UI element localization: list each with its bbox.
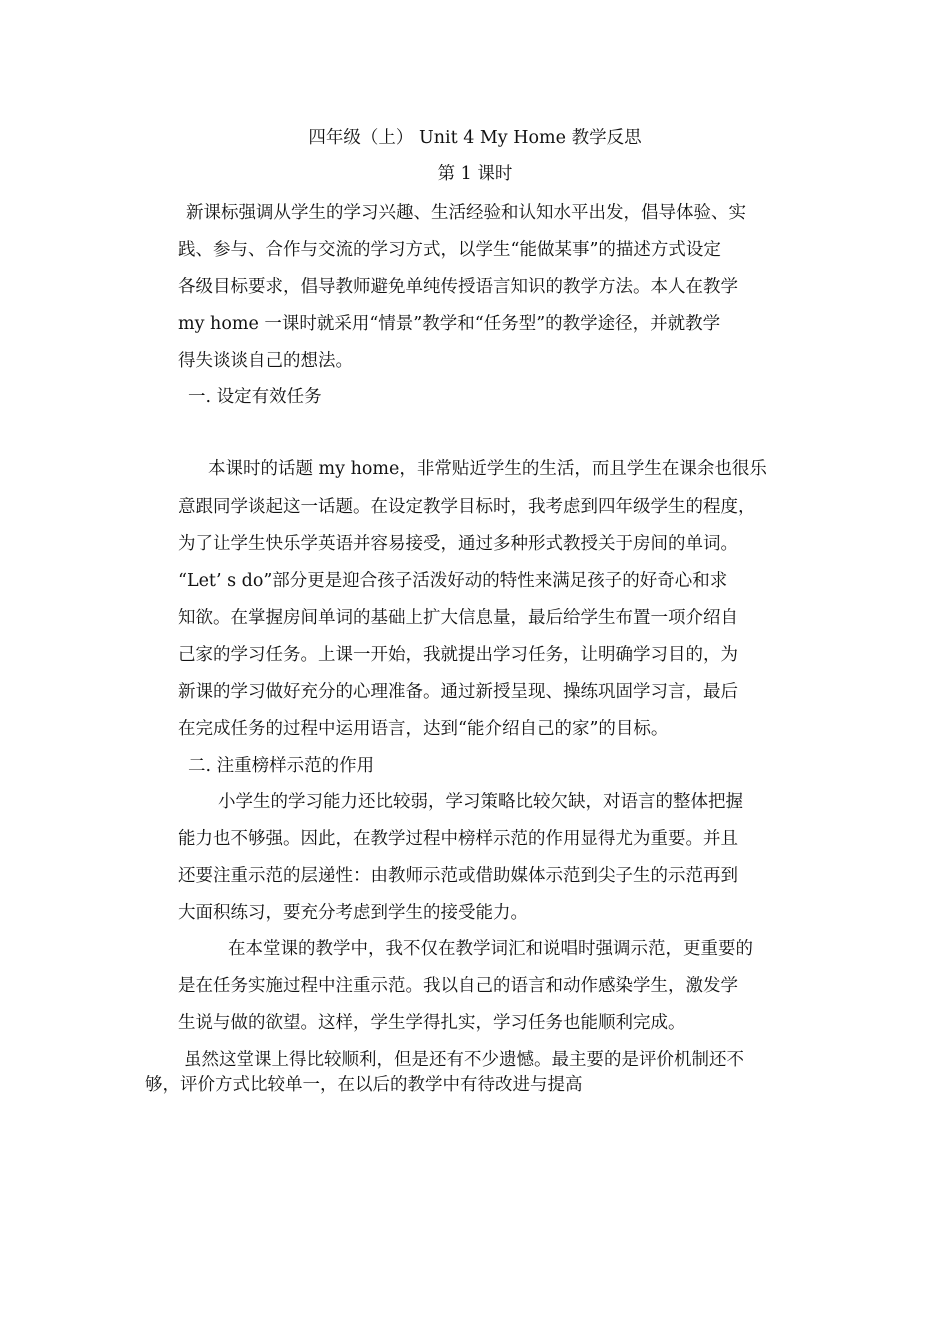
section2-para2-line: 是在任务实施过程中注重示范。我以自己的语言和动作感染学生，激发学 <box>178 976 738 996</box>
section1-line: 新课的学习做好充分的心理准备。通过新授呈现、操练巩固学习言，最后 <box>178 682 738 702</box>
intro-line: 新课标强调从学生的学习兴趣、生活经验和认知水平出发，倡导体验、实 <box>186 203 746 223</box>
intro-line: 各级目标要求，倡导教师避免单纯传授语言知识的教学方法。本人在教学 <box>178 277 738 297</box>
section1-line: 为了让学生快乐学英语并容易接受，通过多种形式教授关于房间的单词。 <box>178 534 738 554</box>
conclusion-line: 够，评价方式比较单一，在以后的教学中有待改进与提高 <box>145 1075 583 1095</box>
section1-line: 在完成任务的过程中运用语言，达到“能介绍自己的家”的目标。 <box>178 719 669 739</box>
section1-line: 知欲。在掌握房间单词的基础上扩大信息量，最后给学生布置一项介绍自 <box>178 608 738 628</box>
section2-para1-line: 能力也不够强。因此，在教学过程中榜样示范的作用显得尤为重要。并且 <box>178 829 738 849</box>
intro-line: my home 一课时就采用“情景”教学和“任务型”的教学途径，并就教学 <box>178 314 721 334</box>
section1-line: 己家的学习任务。上课一开始，我就提出学习任务，让明确学习目的，为 <box>178 645 738 665</box>
section-heading-1: 一. 设定有效任务 <box>188 387 322 407</box>
document-subtitle: 第 1 课时 <box>437 164 513 184</box>
section-heading-2: 二. 注重榜样示范的作用 <box>188 756 375 776</box>
intro-line: 得失谈谈自己的想法。 <box>178 351 353 371</box>
intro-line: 践、参与、合作与交流的学习方式，以学生“能做某事”的描述方式设定 <box>178 240 721 260</box>
section2-para2-line: 生说与做的欲望。这样，学生学得扎实，学习任务也能顺利完成。 <box>178 1013 686 1033</box>
section2-para1-line: 小学生的学习能力还比较弱，学习策略比较欠缺，对语言的整体把握 <box>218 792 743 812</box>
section2-para1-line: 还要注重示范的层递性：由教师示范或借助媒体示范到尖子生的示范再到 <box>178 866 738 886</box>
section1-line: 意跟同学谈起这一话题。在设定教学目标时，我考虑到四年级学生的程度， <box>178 497 756 517</box>
section2-para2-line: 在本堂课的教学中，我不仅在教学词汇和说唱时强调示范，更重要的 <box>228 939 753 959</box>
document-title: 四年级（上） Unit 4 My Home 教学反思 <box>308 128 642 148</box>
section1-line: 本课时的话题 my home，非常贴近学生的生活，而且学生在课余也很乐 <box>208 459 767 479</box>
section2-para1-line: 大面积练习，要充分考虑到学生的接受能力。 <box>178 903 528 923</box>
conclusion-line: 虽然这堂课上得比较顺利，但是还有不少遗憾。最主要的是评价机制还不 <box>184 1050 744 1070</box>
section1-line: “Let’ s do”部分更是迎合孩子活泼好动的特性来满足孩子的好奇心和求 <box>178 571 728 591</box>
